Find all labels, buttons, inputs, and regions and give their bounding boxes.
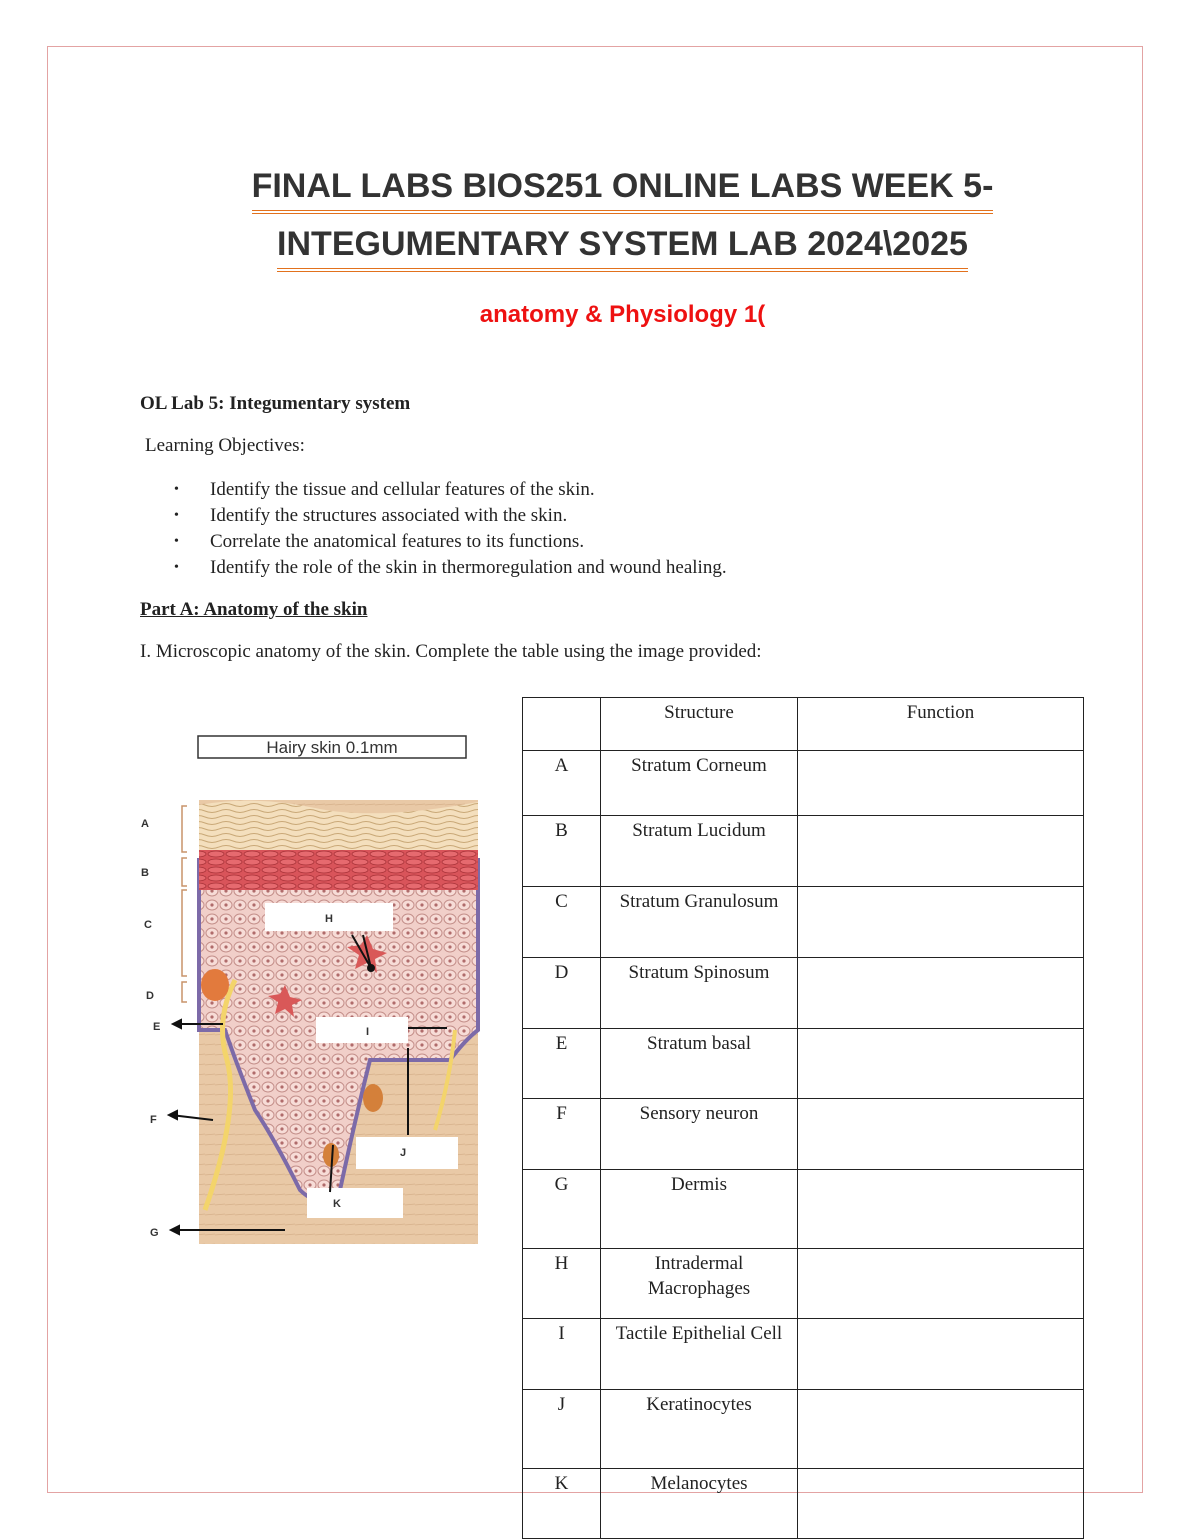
row-function[interactable] (798, 816, 1084, 887)
label-box-i (316, 1017, 408, 1043)
row-function[interactable] (798, 1319, 1084, 1390)
objective-item: • Identify the structures associated with the skin. (170, 503, 727, 529)
row-label: H (523, 1249, 601, 1319)
objectives-list (170, 477, 727, 581)
row-label: D (523, 958, 601, 1029)
bullet-icon: • (174, 534, 179, 549)
row-label: A (523, 751, 601, 816)
row-structure: Keratinocytes (601, 1390, 798, 1469)
table-row (523, 1390, 1084, 1469)
table-row (523, 1249, 1084, 1319)
svg-text:J: J (400, 1147, 407, 1159)
row-function[interactable] (798, 1390, 1084, 1469)
table-header-row (523, 698, 1084, 751)
svg-text:G: G (150, 1227, 159, 1239)
row-function[interactable] (798, 887, 1084, 958)
objective-item: • Identify the role of the skin in thermoregulation and wound healing. (170, 555, 727, 581)
objective-item: • Identify the tissue and cellular features of the skin. (170, 477, 727, 503)
svg-text:D: D (146, 990, 154, 1002)
row-label: J (523, 1390, 601, 1469)
row-structure: Stratum basal (601, 1029, 798, 1099)
row-label: F (523, 1099, 601, 1170)
svg-text:C: C (144, 919, 152, 931)
svg-text:B: B (141, 867, 149, 879)
row-function[interactable] (798, 1249, 1084, 1319)
skin-diagram (135, 730, 485, 1250)
header-cell (523, 698, 601, 751)
row-label: G (523, 1170, 601, 1249)
row-structure: Intradermal Macrophages (601, 1249, 798, 1319)
header-cell: Function (798, 698, 1084, 751)
svg-text:F: F (150, 1114, 157, 1126)
structure-function-table (522, 697, 1084, 1539)
svg-text:E: E (153, 1021, 161, 1033)
table-row (523, 958, 1084, 1029)
objective-item: • Correlate the anatomical features to its functions. (170, 529, 727, 555)
table-row (523, 1099, 1084, 1170)
svg-text:I: I (366, 1026, 370, 1038)
svg-text:K: K (333, 1198, 341, 1210)
table-row (523, 1319, 1084, 1390)
table-row (523, 751, 1084, 816)
table-row (523, 1029, 1084, 1099)
document-title-line-2: INTEGUMENTARY SYSTEM LAB 2024\2025 (150, 223, 1095, 272)
instruction-text: I. Microscopic anatomy of the skin. Complete the table using the image provided: (140, 641, 762, 662)
row-function[interactable] (798, 1469, 1084, 1539)
row-structure: Tactile Epithelial Cell (601, 1319, 798, 1390)
bullet-icon: • (174, 508, 179, 523)
melanocyte (201, 969, 229, 1001)
diagram-caption: Hairy skin 0.1mm (266, 738, 398, 757)
row-structure: Sensory neuron (601, 1099, 798, 1170)
row-function[interactable] (798, 958, 1084, 1029)
row-label: K (523, 1469, 601, 1539)
row-label: C (523, 887, 601, 958)
row-structure: Melanocytes (601, 1469, 798, 1539)
row-label: B (523, 816, 601, 887)
svg-text:A: A (141, 818, 149, 830)
objectives-label: Learning Objectives: (145, 435, 305, 456)
document-subtitle: anatomy & Physiology 1( (479, 301, 766, 328)
row-label: I (523, 1319, 601, 1390)
lab-heading: OL Lab 5: Integumentary system (140, 393, 411, 414)
row-structure: Stratum Lucidum (601, 816, 798, 887)
table-row (523, 816, 1084, 887)
label-box-j (356, 1137, 458, 1169)
table-row (523, 887, 1084, 958)
part-a-heading: Part A: Anatomy of the skin (140, 599, 368, 620)
row-function[interactable] (798, 1099, 1084, 1170)
row-structure: Stratum Granulosum (601, 887, 798, 958)
row-function[interactable] (798, 1029, 1084, 1099)
stratum-lucidum (199, 850, 478, 890)
row-function[interactable] (798, 1170, 1084, 1249)
table-row (523, 1469, 1084, 1539)
row-structure: Stratum Corneum (601, 751, 798, 816)
row-label: E (523, 1029, 601, 1099)
row-function[interactable] (798, 751, 1084, 816)
svg-text:H: H (325, 913, 333, 925)
row-structure: Dermis (601, 1170, 798, 1249)
table-row (523, 1170, 1084, 1249)
row-structure: Stratum Spinosum (601, 958, 798, 1029)
label-box-k (307, 1188, 403, 1218)
document-title-line-1: FINAL LABS BIOS251 ONLINE LABS WEEK 5- (150, 165, 1095, 214)
bullet-icon: • (174, 482, 179, 497)
header-cell: Structure (601, 698, 798, 751)
bullet-icon: • (174, 560, 179, 575)
